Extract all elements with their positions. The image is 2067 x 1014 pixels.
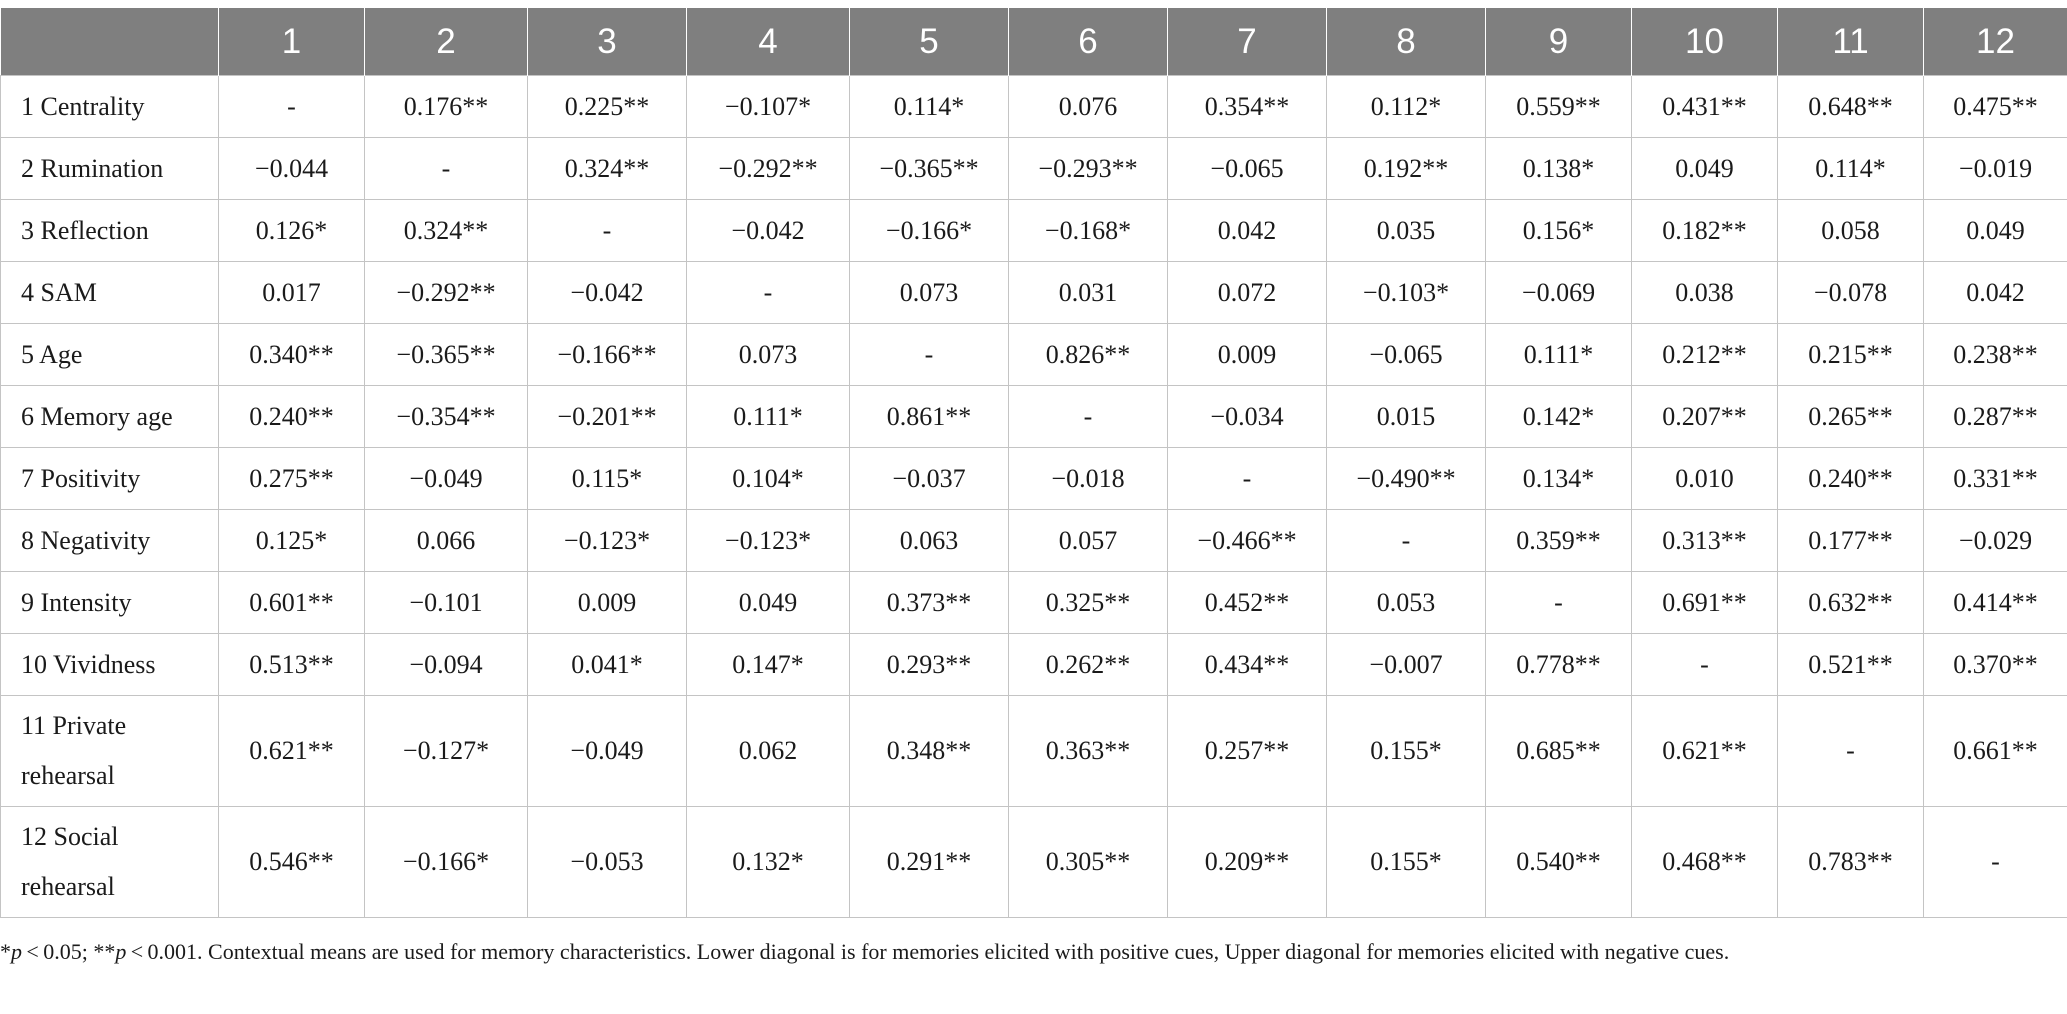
table-cell: 0.192** — [1327, 138, 1486, 200]
row-label: 8 Negativity — [1, 510, 219, 572]
table-row — [1, 696, 2067, 807]
table-cell: −0.042 — [528, 262, 687, 324]
table-cell: - — [850, 324, 1009, 386]
table-cell: 0.521** — [1778, 634, 1924, 696]
table-cell: 0.434** — [1168, 634, 1327, 696]
row-label: 4 SAM — [1, 262, 219, 324]
column-header: 6 — [1009, 8, 1168, 76]
table-cell: 0.104* — [687, 448, 850, 510]
table-cell: 0.114* — [1778, 138, 1924, 200]
column-header: 9 — [1486, 8, 1632, 76]
column-header: 8 — [1327, 8, 1486, 76]
table-cell: - — [1486, 572, 1632, 634]
table-row — [1, 324, 2067, 386]
table-cell: 0.042 — [1168, 200, 1327, 262]
table-cell: 0.215** — [1778, 324, 1924, 386]
row-label: 5 Age — [1, 324, 219, 386]
table-cell: 0.621** — [219, 696, 365, 807]
table-cell: 0.475** — [1924, 76, 2067, 138]
column-header: 1 — [219, 8, 365, 76]
table-cell: 0.783** — [1778, 807, 1924, 918]
table-cell: 0.182** — [1632, 200, 1778, 262]
table-cell: −0.365** — [365, 324, 528, 386]
table-cell: 0.331** — [1924, 448, 2067, 510]
table-cell: 0.147* — [687, 634, 850, 696]
table-cell: 0.126* — [219, 200, 365, 262]
table-cell: 0.017 — [219, 262, 365, 324]
table-cell: 0.431** — [1632, 76, 1778, 138]
table-cell: 0.359** — [1486, 510, 1632, 572]
table-row — [1, 138, 2067, 200]
row-label: 11 Private rehearsal — [1, 696, 219, 807]
table-cell: −0.107* — [687, 76, 850, 138]
table-cell: 0.076 — [1009, 76, 1168, 138]
table-cell: 0.778** — [1486, 634, 1632, 696]
table-cell: 0.370** — [1924, 634, 2067, 696]
table-cell: 0.009 — [1168, 324, 1327, 386]
table-cell: −0.018 — [1009, 448, 1168, 510]
table-cell: 0.073 — [687, 324, 850, 386]
table-cell: −0.166* — [850, 200, 1009, 262]
table-cell: 0.176** — [365, 76, 528, 138]
table-cell: −0.053 — [528, 807, 687, 918]
table-cell: - — [1924, 807, 2067, 918]
table-cell: −0.123* — [528, 510, 687, 572]
table-cell: - — [219, 76, 365, 138]
table-cell: −0.078 — [1778, 262, 1924, 324]
table-cell: −0.466** — [1168, 510, 1327, 572]
table-cell: 0.540** — [1486, 807, 1632, 918]
table-cell: - — [687, 262, 850, 324]
table-cell: 0.155* — [1327, 807, 1486, 918]
table-cell: 0.621** — [1632, 696, 1778, 807]
table-cell: 0.826** — [1009, 324, 1168, 386]
row-label: 3 Reflection — [1, 200, 219, 262]
table-cell: 0.156* — [1486, 200, 1632, 262]
table-cell: 0.340** — [219, 324, 365, 386]
table-cell: 0.041* — [528, 634, 687, 696]
table-cell: - — [528, 200, 687, 262]
table-cell: 0.209** — [1168, 807, 1327, 918]
footnote-symbol: * — [0, 939, 11, 964]
table-cell: - — [1778, 696, 1924, 807]
table-cell: 0.212** — [1632, 324, 1778, 386]
table-cell: 0.112* — [1327, 76, 1486, 138]
row-label: 2 Rumination — [1, 138, 219, 200]
table-cell: 0.125* — [219, 510, 365, 572]
table-cell: 0.111* — [1486, 324, 1632, 386]
table-cell: −0.201** — [528, 386, 687, 448]
table-row — [1, 200, 2067, 262]
table-cell: −0.166* — [365, 807, 528, 918]
table-cell: 0.010 — [1632, 448, 1778, 510]
table-cell: 0.348** — [850, 696, 1009, 807]
row-label: 9 Intensity — [1, 572, 219, 634]
table-cell: 0.114* — [850, 76, 1009, 138]
table-cell: −0.007 — [1327, 634, 1486, 696]
table-cell: −0.069 — [1486, 262, 1632, 324]
table-cell: 0.238** — [1924, 324, 2067, 386]
footnote-p-symbol: p — [115, 939, 127, 964]
table-cell: 0.513** — [219, 634, 365, 696]
table-cell: 0.601** — [219, 572, 365, 634]
table-cell: −0.037 — [850, 448, 1009, 510]
table-cell: 0.313** — [1632, 510, 1778, 572]
table-cell: −0.292** — [687, 138, 850, 200]
table-cell: - — [1327, 510, 1486, 572]
table-cell: 0.414** — [1924, 572, 2067, 634]
column-header: 7 — [1168, 8, 1327, 76]
footnote-p-symbol: p — [11, 939, 22, 964]
table-cell: 0.685** — [1486, 696, 1632, 807]
table-cell: −0.049 — [528, 696, 687, 807]
table-cell: −0.049 — [365, 448, 528, 510]
column-header: 4 — [687, 8, 850, 76]
table-cell: 0.305** — [1009, 807, 1168, 918]
row-label: 6 Memory age — [1, 386, 219, 448]
table-cell: 0.049 — [1632, 138, 1778, 200]
table-cell: - — [365, 138, 528, 200]
table-cell: 0.138* — [1486, 138, 1632, 200]
table-cell: 0.559** — [1486, 76, 1632, 138]
header-corner-cell — [1, 8, 219, 76]
table-cell: 0.632** — [1778, 572, 1924, 634]
table-cell: 0.275** — [219, 448, 365, 510]
header-row — [1, 8, 2067, 76]
table-cell: 0.057 — [1009, 510, 1168, 572]
table-cell: 0.058 — [1778, 200, 1924, 262]
table-cell: 0.546** — [219, 807, 365, 918]
table-cell: 0.072 — [1168, 262, 1327, 324]
table-cell: - — [1009, 386, 1168, 448]
table-cell: 0.111* — [687, 386, 850, 448]
table-cell: 0.354** — [1168, 76, 1327, 138]
row-label: 7 Positivity — [1, 448, 219, 510]
table-row — [1, 634, 2067, 696]
table-cell: 0.661** — [1924, 696, 2067, 807]
table-cell: 0.155* — [1327, 696, 1486, 807]
table-cell: −0.094 — [365, 634, 528, 696]
table-row — [1, 572, 2067, 634]
table-cell: 0.468** — [1632, 807, 1778, 918]
table-cell: 0.225** — [528, 76, 687, 138]
column-header: 11 — [1778, 8, 1924, 76]
table-cell: 0.066 — [365, 510, 528, 572]
table-cell: 0.042 — [1924, 262, 2067, 324]
column-header: 5 — [850, 8, 1009, 76]
table-cell: −0.044 — [219, 138, 365, 200]
table-cell: 0.452** — [1168, 572, 1327, 634]
table-cell: 0.240** — [1778, 448, 1924, 510]
table-cell: 0.293** — [850, 634, 1009, 696]
table-cell: 0.053 — [1327, 572, 1486, 634]
table-cell: 0.049 — [687, 572, 850, 634]
table-cell: 0.291** — [850, 807, 1009, 918]
table-cell: 0.035 — [1327, 200, 1486, 262]
table-cell: 0.073 — [850, 262, 1009, 324]
table-cell: 0.240** — [219, 386, 365, 448]
table-cell: −0.354** — [365, 386, 528, 448]
table-cell: 0.363** — [1009, 696, 1168, 807]
table-cell: 0.132* — [687, 807, 850, 918]
table-cell: −0.065 — [1168, 138, 1327, 200]
table-cell: 0.115* — [528, 448, 687, 510]
table-row — [1, 76, 2067, 138]
table-cell: −0.292** — [365, 262, 528, 324]
column-header: 2 — [365, 8, 528, 76]
table-cell: −0.293** — [1009, 138, 1168, 200]
table-cell: 0.177** — [1778, 510, 1924, 572]
table-cell: 0.038 — [1632, 262, 1778, 324]
table-footnote — [0, 935, 2050, 969]
table-cell: 0.063 — [850, 510, 1009, 572]
table-cell: 0.134* — [1486, 448, 1632, 510]
table-cell: −0.127* — [365, 696, 528, 807]
table-cell: 0.257** — [1168, 696, 1327, 807]
table-cell: 0.265** — [1778, 386, 1924, 448]
row-label: 1 Centrality — [1, 76, 219, 138]
table-cell: −0.490** — [1327, 448, 1486, 510]
table-row — [1, 510, 2067, 572]
footnote-text: < 0.001. Contextual means are used for memory characteristics. Lower diagonal is for memories elicited with positive cues, Upper diagonal for memories elicited with negative cues. — [126, 939, 1730, 964]
row-label: 10 Vividness — [1, 634, 219, 696]
table-cell: −0.034 — [1168, 386, 1327, 448]
footnote-threshold: < 0.05; — [22, 939, 94, 964]
table-cell: −0.103* — [1327, 262, 1486, 324]
table-cell: 0.324** — [365, 200, 528, 262]
table-cell: 0.207** — [1632, 386, 1778, 448]
table-cell: - — [1168, 448, 1327, 510]
table-cell: 0.691** — [1632, 572, 1778, 634]
table-cell: 0.373** — [850, 572, 1009, 634]
correlation-table — [0, 8, 2067, 918]
table-row — [1, 386, 2067, 448]
table-cell: −0.166** — [528, 324, 687, 386]
table-cell: 0.325** — [1009, 572, 1168, 634]
table-cell: 0.031 — [1009, 262, 1168, 324]
table-cell: 0.324** — [528, 138, 687, 200]
table-cell: 0.062 — [687, 696, 850, 807]
row-label: 12 Social rehearsal — [1, 807, 219, 918]
table-cell: 0.262** — [1009, 634, 1168, 696]
table-cell: 0.861** — [850, 386, 1009, 448]
footnote-symbol: ** — [93, 939, 116, 964]
table-cell: −0.123* — [687, 510, 850, 572]
column-header: 12 — [1924, 8, 2067, 76]
table-row — [1, 448, 2067, 510]
table-cell: 0.049 — [1924, 200, 2067, 262]
column-header: 3 — [528, 8, 687, 76]
table-cell: - — [1632, 634, 1778, 696]
table-cell: 0.287** — [1924, 386, 2067, 448]
table-cell: −0.065 — [1327, 324, 1486, 386]
table-cell: 0.015 — [1327, 386, 1486, 448]
column-header: 10 — [1632, 8, 1778, 76]
table-cell: −0.168* — [1009, 200, 1168, 262]
table-cell: 0.009 — [528, 572, 687, 634]
table-row — [1, 262, 2067, 324]
table-cell: −0.042 — [687, 200, 850, 262]
table-cell: −0.019 — [1924, 138, 2067, 200]
table-cell: −0.101 — [365, 572, 528, 634]
table-cell: 0.142* — [1486, 386, 1632, 448]
table-row — [1, 807, 2067, 918]
table-cell: 0.648** — [1778, 76, 1924, 138]
table-cell: −0.029 — [1924, 510, 2067, 572]
table-cell: −0.365** — [850, 138, 1009, 200]
